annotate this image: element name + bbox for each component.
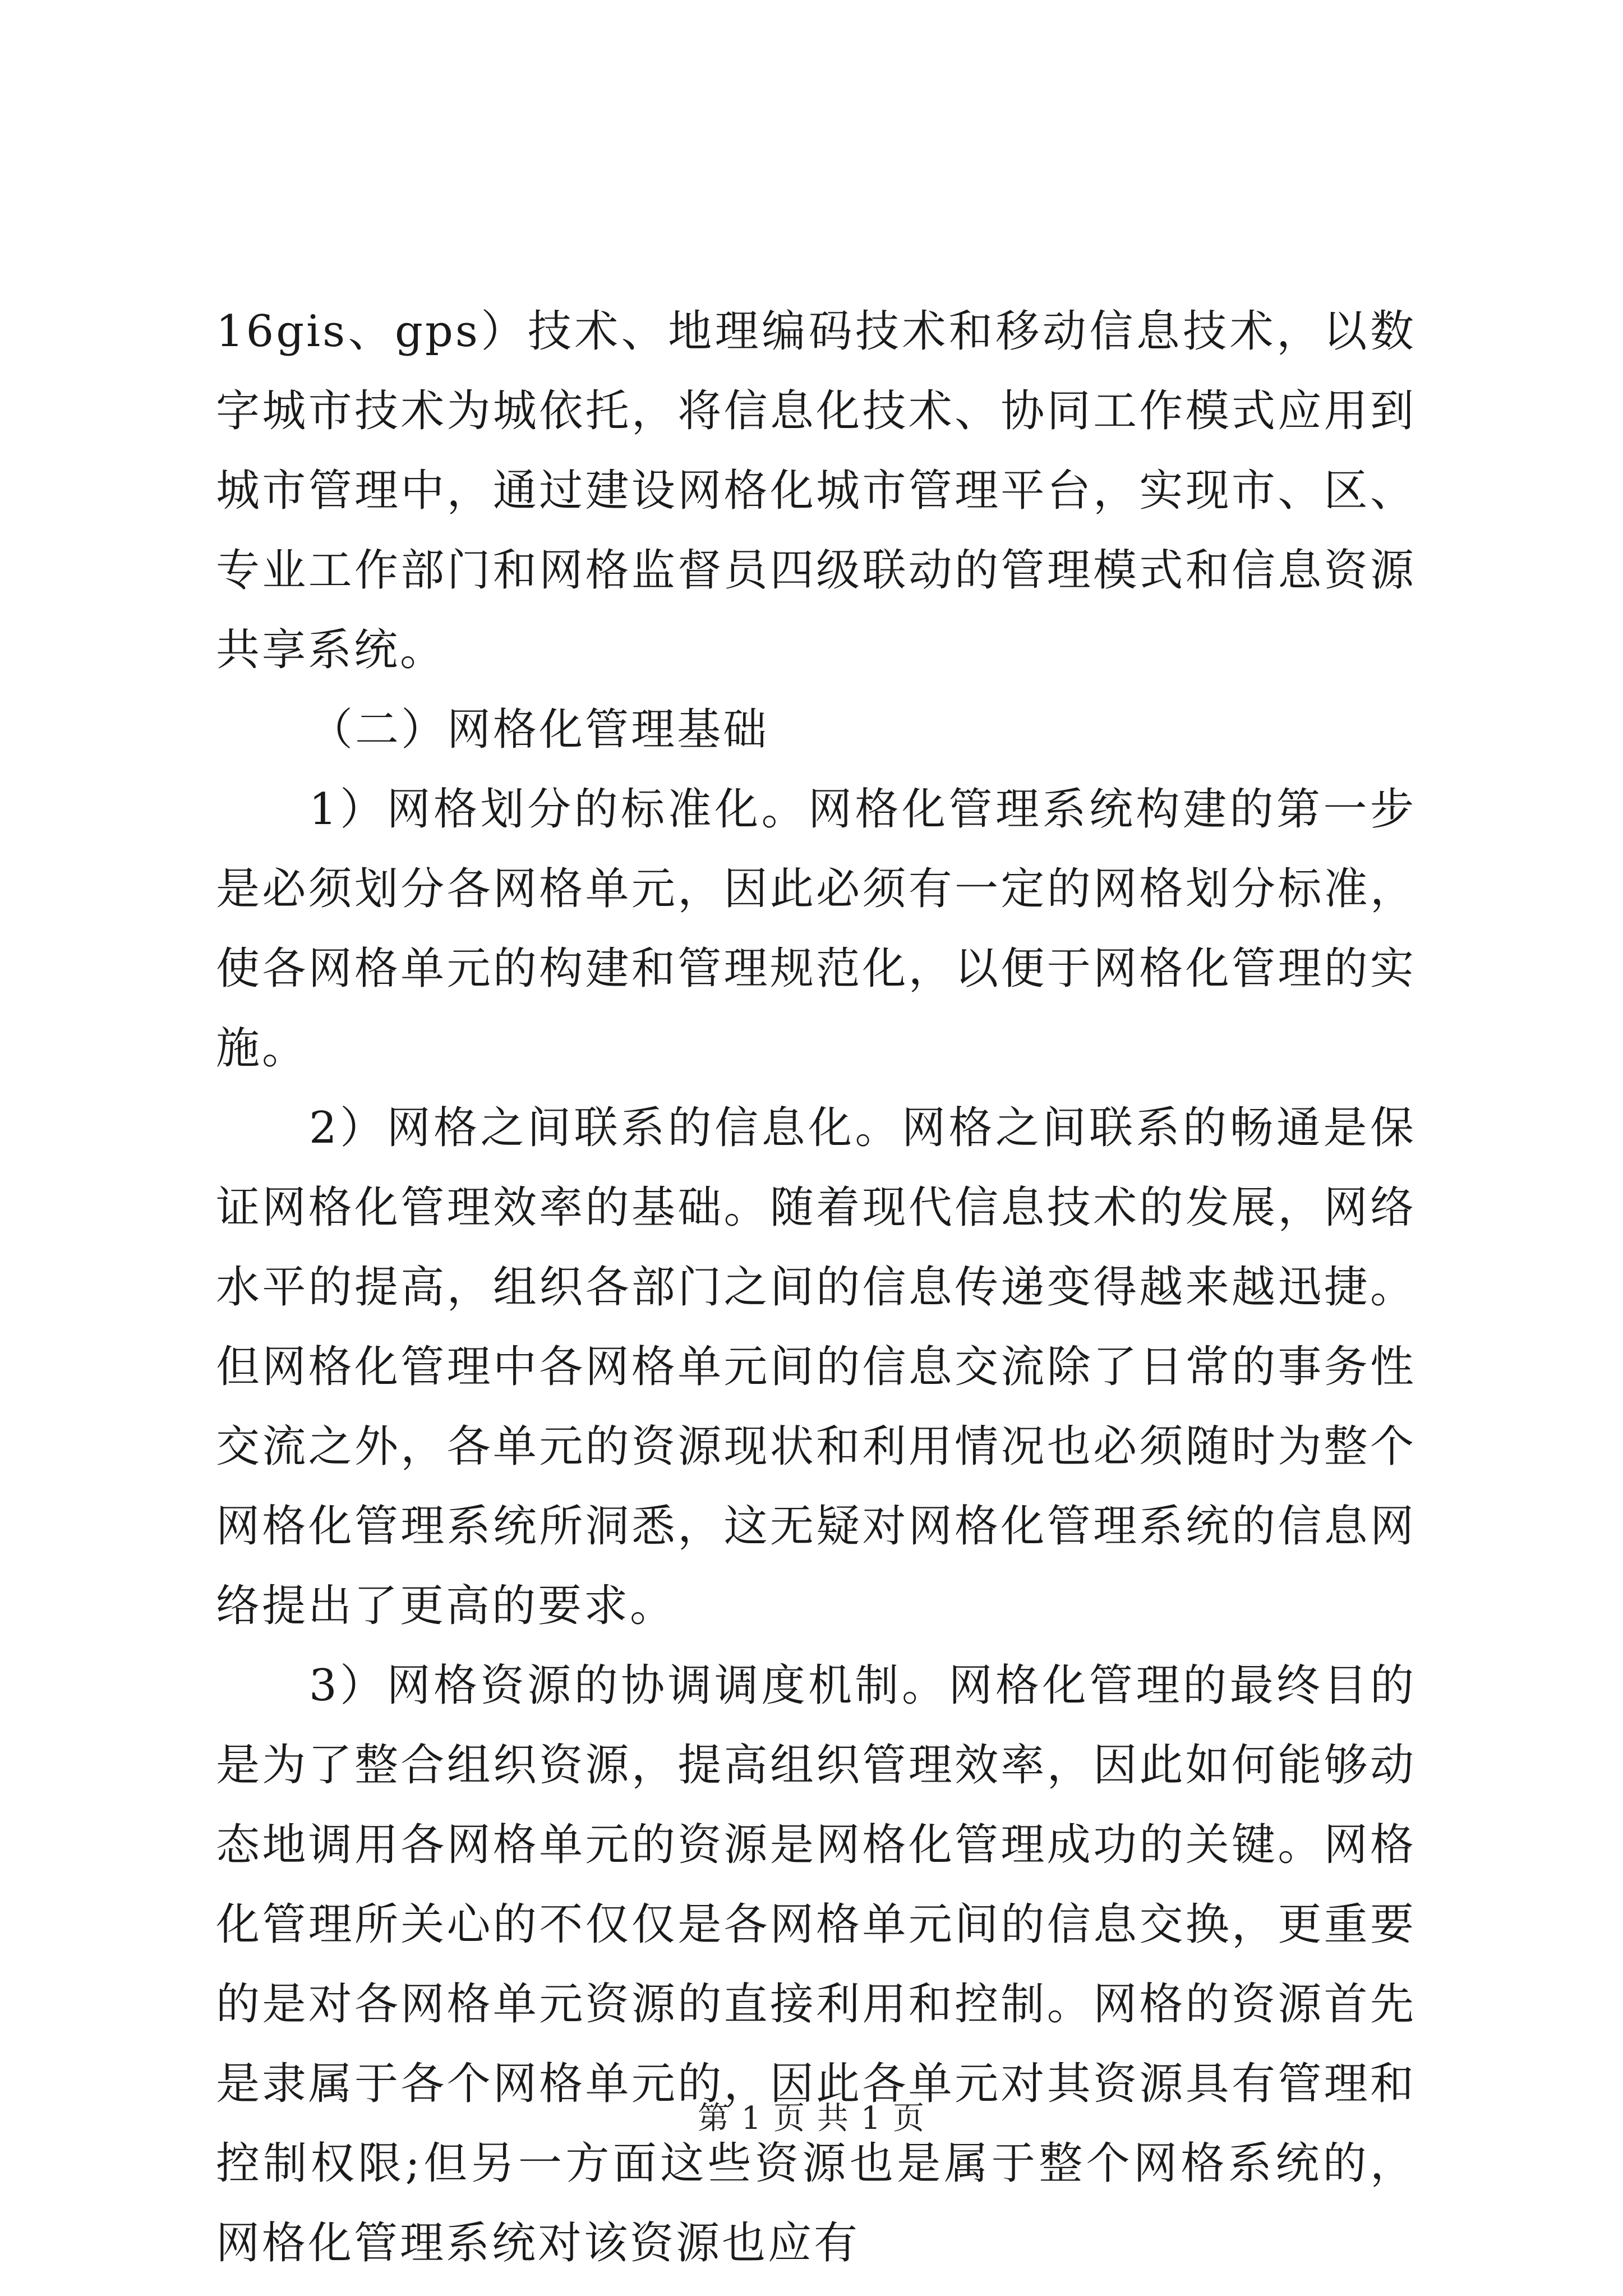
paragraph-grid-standardization: 1）网格划分的标准化。网格化管理系统构建的第一步是必须划分各网格单元，因此必须有一定的网格划分标准，使各网格单元的构建和管理规范化，以便于网格化管理的实施。 xyxy=(216,784,1416,1074)
paragraph-grid-informatization: 2）网格之间联系的信息化。网格之间联系的畅通是保证网格化管理效率的基础。随着现代信息技术的发展，网络水平的提高，组织各部门之间的信息传递变得越来越迅捷。但网格化管理中各网格单元间的信息交流除了日常的事务性交流之外，各单元的资源现状和利用情况也必须随时为整个网格化管理系统所洞悉，这无疑对网格化管理系统的信息网络提出了更高的要求。 xyxy=(216,1103,1416,1631)
paragraph-intro-continued: 16gis、gps）技术、地理编码技术和移动信息技术，以数字城市技术为城依托，将信息化技术、协同工作模式应用到城市管理中，通过建设网格化城市管理平台，实现市、区、专业工作部门和网格监督员四级联动的管理模式和信息资源共享系统。 xyxy=(216,306,1416,675)
page-number-footer: 第 1 页 共 1 页 xyxy=(697,2100,926,2137)
document-body xyxy=(216,292,1416,2283)
paragraph-grid-coordination: 3）网格资源的协调调度机制。网格化管理的最终目的是为了整合组织资源，提高组织管理效率，因此如何能够动态地调用各网格单元的资源是网格化管理成功的关键。网格化管理所关心的不仅仅是各网格单元间的信息交换，更重要的是对各网格单元资源的直接利用和控制。网格的资源首先是隶属于各个网格单元的，因此各单元对其资源具有管理和控制权限;但另一方面这些资源也是属于整个网格系统的，网格化管理系统对该资源也应有 xyxy=(216,1660,1416,2269)
section-heading: （二）网格化管理基础 xyxy=(309,705,769,755)
